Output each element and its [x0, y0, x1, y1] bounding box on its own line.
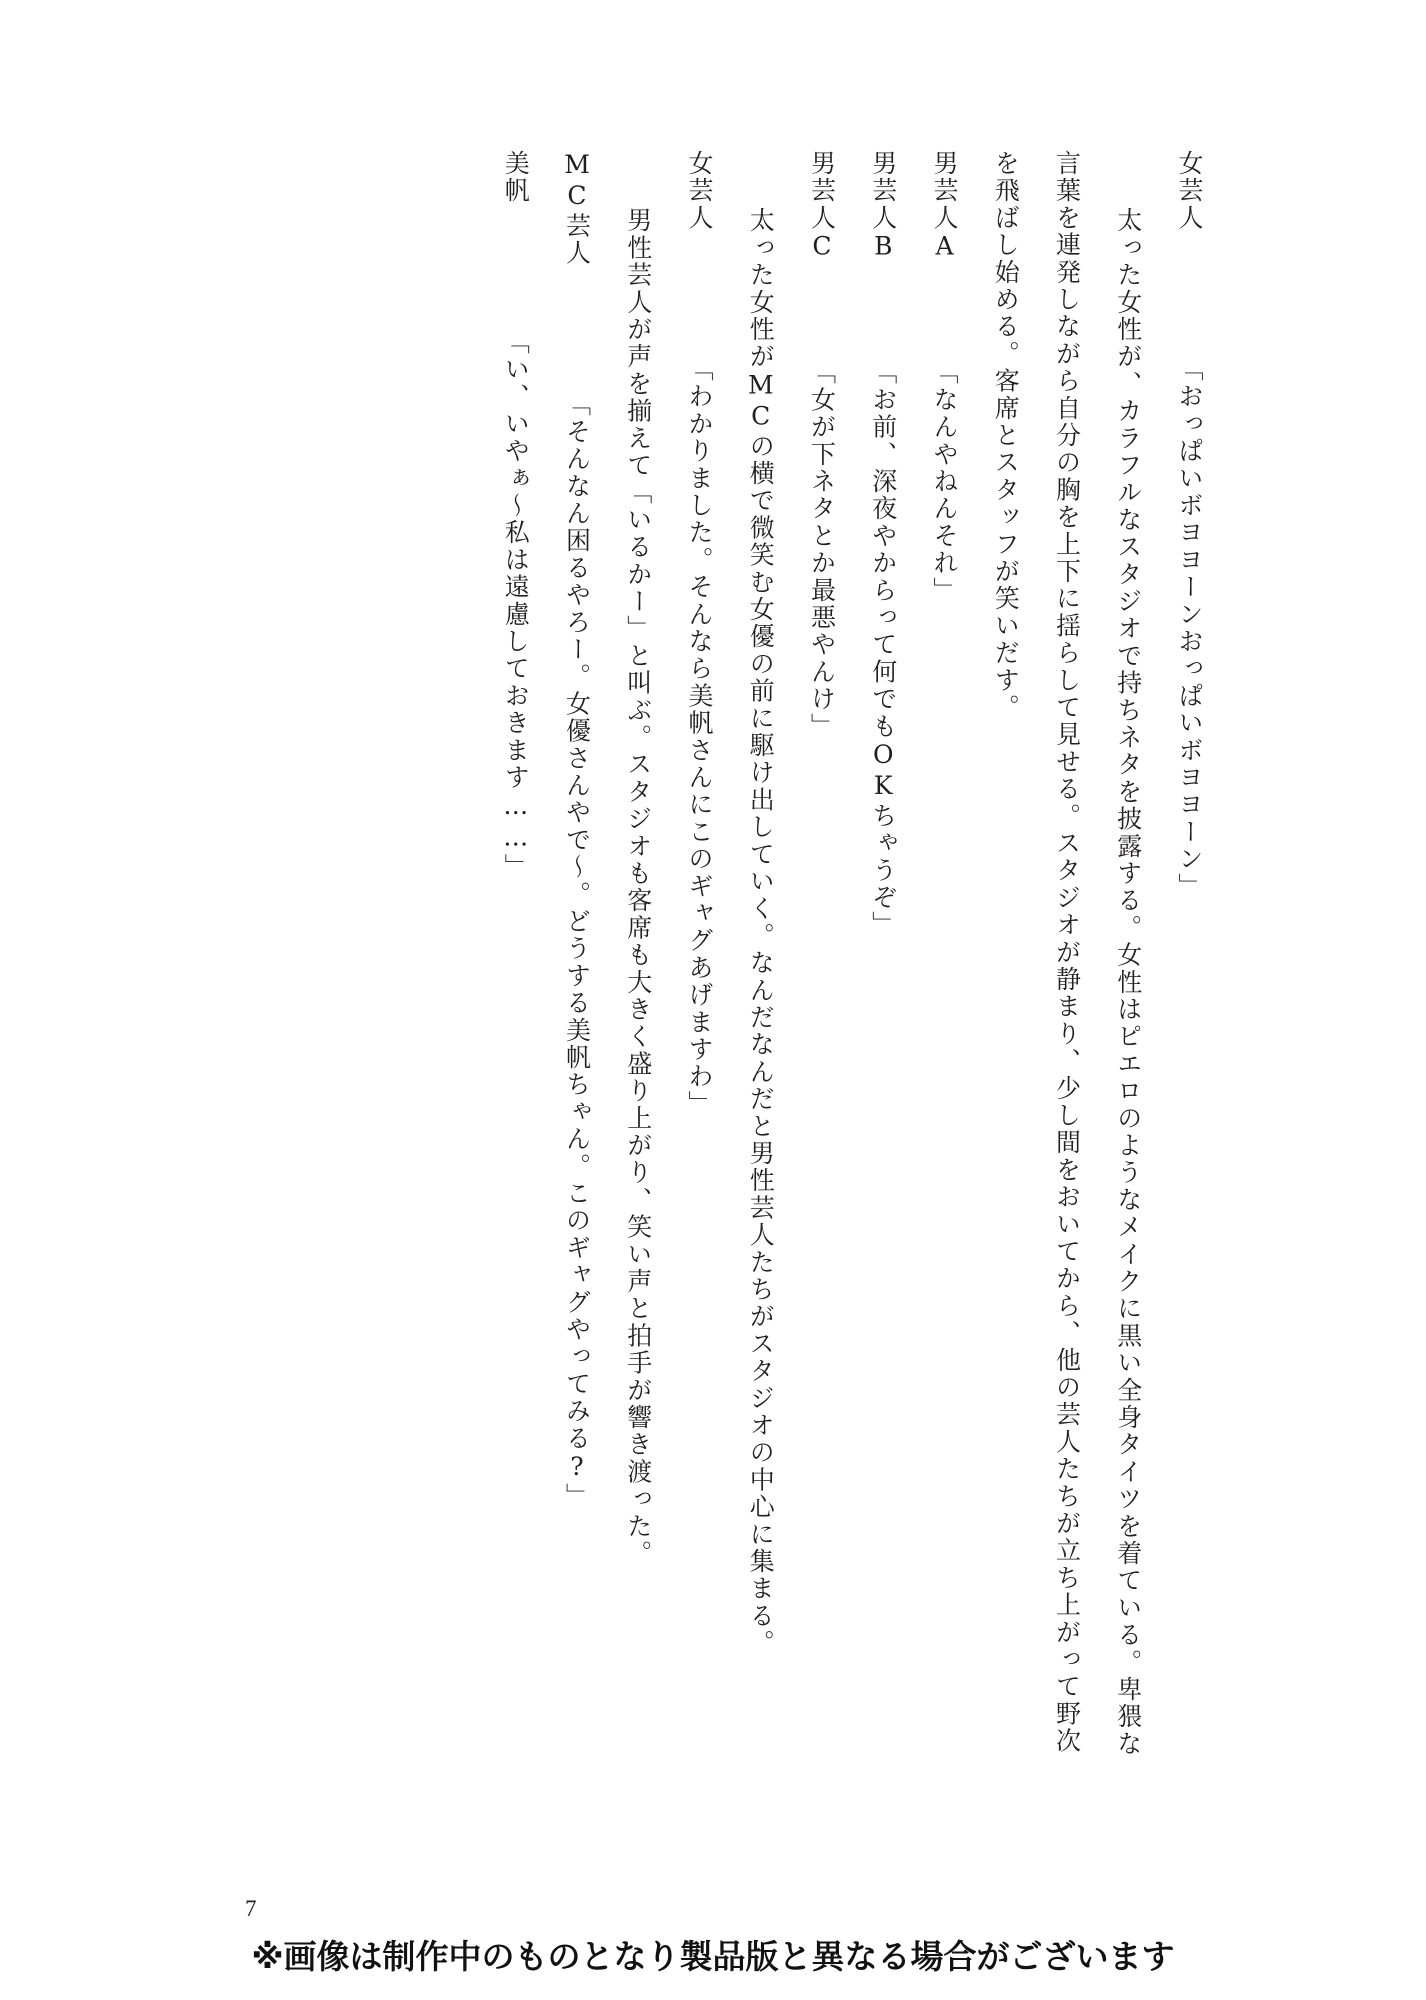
- spacer: [1189, 263, 1190, 325]
- spacer: [699, 263, 700, 325]
- script-line-narration: [608, 150, 669, 1770]
- spacer: [1127, 150, 1128, 176]
- script-line-speech: [1159, 150, 1220, 1770]
- speaker-name: 女芸人: [685, 150, 714, 232]
- page-footer: [0, 1850, 1426, 2000]
- script-line-narration: [730, 150, 791, 1770]
- narration-text: 太った女性がMCの横で微笑む女優の前に駆け出していく。なんだなんだと男性芸人たちがスタジオの中心に集まる。: [746, 207, 776, 1657]
- script-line-speech: [853, 150, 914, 1770]
- speaker-name: 男芸人A: [930, 150, 959, 263]
- speech-text: 「なんやねんそれ」: [930, 359, 959, 605]
- script-line-narration: [975, 150, 1159, 1770]
- script-line-speech: [791, 150, 852, 1770]
- spacer: [944, 294, 945, 328]
- speaker-name: MC芸人: [562, 150, 592, 267]
- vertical-text-body: [200, 150, 1220, 1770]
- spacer: [637, 150, 638, 176]
- spacer: [882, 294, 883, 328]
- speech-text: 「い、いやぁ〜私は遠慮しておきます……」: [501, 328, 531, 881]
- speech-text: 「そんなん困るやろー。女優さんやで〜。どうする美帆ちゃん。このギャグやってみる?」: [562, 391, 592, 1511]
- speech-text: 「お前、深夜やからって何でもOKちゃうぞ」: [868, 359, 898, 939]
- speech-text: 「おっぱいボヨヨーンおっぱいボヨヨーン」: [1175, 356, 1204, 901]
- speaker-name: 男芸人B: [868, 150, 898, 263]
- narration-text: 男性芸人が声を揃えて「いるかー」と叫ぶ。スタジオも客席も大きく盛り上がり、笑い声と拍手が響き渡った。: [623, 207, 653, 1568]
- spacer: [515, 236, 516, 298]
- speaker-name: 女芸人: [1175, 150, 1204, 232]
- speaker-name: 男芸人C: [807, 150, 837, 263]
- spacer: [576, 298, 577, 360]
- spacer: [821, 294, 822, 328]
- script-line-speech: [669, 150, 730, 1770]
- script-line-speech: [546, 150, 607, 1770]
- script-line-speech: [914, 150, 975, 1770]
- disclaimer-notice: ※画像は制作中のものとなり製品版と異なる場合がございます: [251, 1937, 1175, 1976]
- speech-text: 「女が下ネタとか最悪やんけ」: [807, 359, 837, 741]
- narration-text: 太った女性が、カラフルなスタジオで持ちネタを披露する。女性はピエロのようなメイクに黒い全身タイツを着ている。卑猥な言葉を連発しながら自分の胸を上下に揺らして見せる。スタジオが静まり、少し間をおいてから、他の芸人たちが立ち上がって野次を飛ばし始める。客席とスタッフが笑いだす。: [991, 150, 1143, 1758]
- page-number: 7: [245, 1896, 257, 1921]
- speaker-name: 美帆: [501, 150, 531, 205]
- spacer: [760, 150, 761, 176]
- speech-text: 「わかりました。そんなら美帆さんにこのギャグあげますわ」: [685, 356, 714, 1118]
- script-line-speech: [485, 150, 546, 1770]
